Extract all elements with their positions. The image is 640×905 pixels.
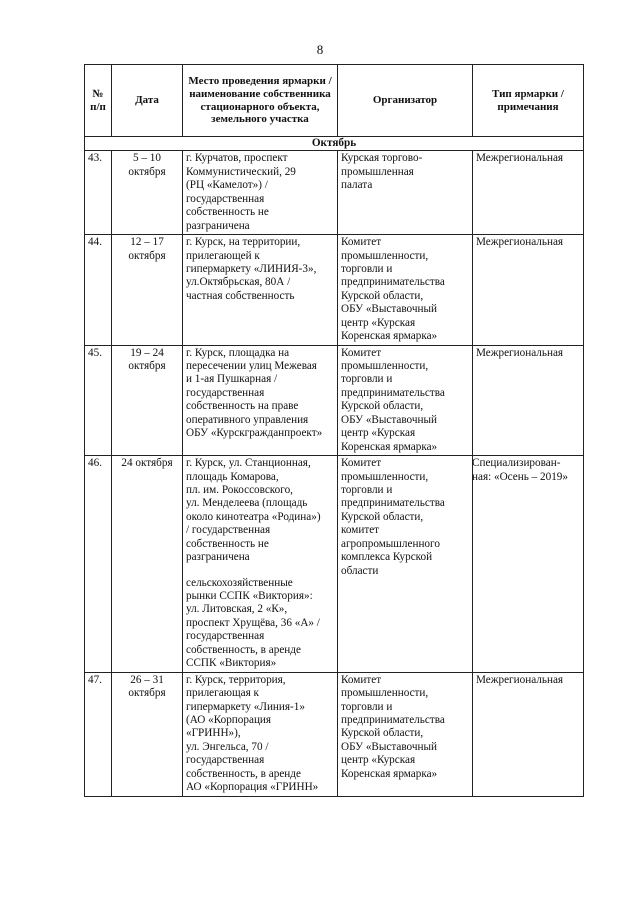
- page-number: 8: [316, 42, 324, 57]
- header-date: Дата: [112, 65, 183, 137]
- row-type: Межрегиональная: [473, 345, 584, 456]
- row-organizer: Комитет промышленности, торговли и предпринимательства Курской области, ОБУ «Выставочный центр «Курская Коренская ярмарка»: [338, 345, 473, 456]
- row-num: 43.: [85, 151, 112, 235]
- row-place: г. Курск, на территории, прилегающей к гипермаркету «ЛИНИЯ-3», ул.Октябрьская, 80А / частная собственность: [183, 235, 338, 346]
- table-row: [85, 456, 584, 673]
- row-date: 26 – 31 октября: [112, 672, 183, 796]
- row-type: Специализирован- ная: «Осень – 2019»: [473, 456, 584, 673]
- row-place-extra: сельскохозяйственные рынки ССПК «Виктория»: ул. Литовская, 2 «К», проспект Хрущёва, 36 «А» / государственная собственность, в аренде ССПК «Виктория»: [186, 576, 320, 670]
- header-organizer: Организатор: [338, 65, 473, 137]
- header-place: Место проведения ярмарки / наименование собственника стационарного объекта, земельного участка: [183, 65, 338, 137]
- row-num: 44.: [85, 235, 112, 346]
- fairs-table: [84, 64, 584, 797]
- table-row: [85, 345, 584, 456]
- row-place: г. Курск, площадка на пересечении улиц Межевая и 1-ая Пушкарная / государственная собственность на праве оперативного управления ОБУ «Курскгражданпроект»: [183, 345, 338, 456]
- row-place: г. Курчатов, проспект Коммунистический, 29 (РЦ «Камелот») / государственная собственность не разграничена: [183, 151, 338, 235]
- row-date: 12 – 17 октября: [112, 235, 183, 346]
- header-type: Тип ярмарки / примечания: [473, 65, 584, 137]
- row-place: г. Курск, ул. Станционная, площадь Комарова, пл. им. Рокоссовского, ул. Менделеева (площадь около кинотеатра «Родина») / государственная собственность не разграничена сельскохозяйственные рынки ССПК «Виктория»: ул. Литовская, 2 «К», проспект Хрущёва, 36 «А» / государственная собственность, в аренде ССПК «Виктория»: [183, 456, 338, 673]
- row-type: Межрегиональная: [473, 672, 584, 796]
- row-date: 19 – 24 октября: [112, 345, 183, 456]
- row-num: 45.: [85, 345, 112, 456]
- row-num: 46.: [85, 456, 112, 673]
- row-organizer: Комитет промышленности, торговли и предпринимательства Курской области, ОБУ «Выставочный центр «Курская Коренская ярмарка»: [338, 235, 473, 346]
- table-row: [85, 672, 584, 796]
- row-num: 47.: [85, 672, 112, 796]
- row-place: г. Курск, территория, прилегающая к гипермаркету «Линия-1» (АО «Корпорация «ГРИНН»), ул. Энгельса, 70 / государственная собственность, в аренде АО «Корпорация «ГРИНН»: [183, 672, 338, 796]
- row-organizer: Курская торгово- промышленная палата: [338, 151, 473, 235]
- row-date: 5 – 10 октября: [112, 151, 183, 235]
- row-type: Межрегиональная: [473, 151, 584, 235]
- month-label: Октябрь: [85, 137, 584, 151]
- row-type: Межрегиональная: [473, 235, 584, 346]
- table-header-row: [85, 65, 584, 137]
- month-row: [85, 137, 584, 151]
- row-date: 24 октября: [112, 456, 183, 673]
- row-organizer: Комитет промышленности, торговли и предпринимательства Курской области, ОБУ «Выставочный центр «Курская Коренская ярмарка»: [338, 672, 473, 796]
- table-row: [85, 151, 584, 235]
- table-row: [85, 235, 584, 346]
- row-organizer: Комитет промышленности, торговли и предпринимательства Курской области, комитет агропромышленного комплекса Курской области: [338, 456, 473, 673]
- header-num: № п/п: [85, 65, 112, 137]
